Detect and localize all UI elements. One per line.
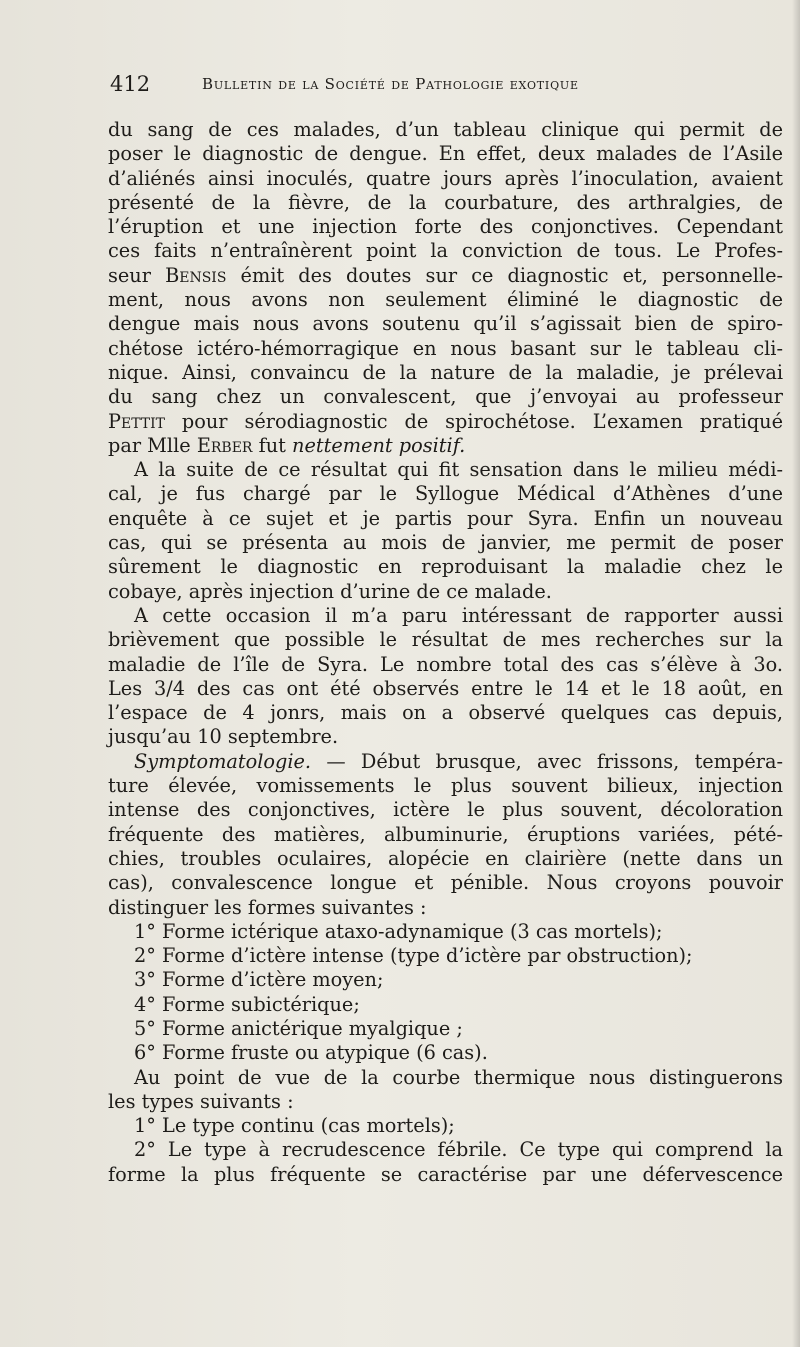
section-heading: Symptomatologie.: [134, 749, 312, 773]
text-line: ture élevée, vomissements le plus souvent bilieux, injection: [108, 774, 783, 798]
text-line: Au point de vue de la courbe thermique nous distinguerons: [134, 1065, 783, 1089]
text-line: jusqu’au 10 septembre.: [108, 725, 339, 749]
page-number: 412: [110, 72, 151, 96]
list-item: 3° Forme d’ictère moyen;: [134, 968, 384, 992]
text-line: ces faits n’entraînèrent point la conviction de tous. Le Profes-: [108, 239, 783, 263]
text-run: par Mlle: [108, 433, 197, 457]
text-line: distinguer les formes suivantes :: [108, 895, 427, 919]
author-name-erber: Erber: [196, 433, 253, 457]
text-line: maladie de l’île de Syra. Le nombre total des cas s’élève à 3o.: [108, 652, 783, 676]
author-name-pettit: Pettit: [108, 409, 165, 433]
text-line: présenté de la fièvre, de la courbature, des arthralgies, de: [108, 190, 783, 214]
text-run: fut: [252, 433, 293, 457]
text-line: l’espace de 4 jonrs, mais on a observé quelques cas depuis,: [108, 701, 783, 725]
text-line: intense des conjonctives, ictère le plus souvent, décoloration: [108, 798, 783, 822]
text-line: Les 3/4 des cas ont été observés entre le 14 et le 18 août, en: [108, 676, 783, 700]
list-item: 2° Le type à recrudescence fébrile. Ce type qui comprend la: [134, 1138, 783, 1162]
text-line: du sang chez un convalescent, que j’envoyai au professeur: [108, 385, 783, 409]
running-title: Bulletin de la Société de Pathologie exotique: [202, 75, 579, 93]
list-item: 4° Forme subictérique;: [134, 992, 360, 1016]
text-line: nique. Ainsi, convaincu de la nature de la maladie, je prélevai: [108, 360, 783, 384]
text-line: [108, 264, 783, 288]
text-run: — Début brusque, avec frissons, tempéra-: [311, 749, 783, 773]
text-line: sûrement le diagnostic en reproduisant la maladie chez le: [108, 555, 783, 579]
text-line: A cette occasion il m’a paru intéressant de rapporter aussi: [134, 603, 783, 627]
list-item: 1° Le type continu (cas mortels);: [134, 1114, 455, 1138]
text-line: l’éruption et une injection forte des conjonctives. Cependant: [108, 215, 783, 239]
list-item: 5° Forme anictérique myalgique ;: [134, 1016, 463, 1040]
text-run: pour sérodiagnostic de spirochétose. L’examen pratiqué: [165, 409, 783, 433]
text-line: cobaye, après injection d’urine de ce malade.: [108, 579, 552, 603]
text-line: [108, 434, 783, 458]
page-header: [110, 72, 685, 102]
text-run: seur: [108, 263, 166, 287]
text-line: chies, troubles oculaires, alopécie en clairière (nette dans un: [108, 846, 783, 870]
text-line: cas), convalescence longue et pénible. Nous croyons pouvoir: [108, 871, 783, 895]
text-line: brièvement que possible le résultat de mes recherches sur la: [108, 628, 783, 652]
text-line: du sang de ces malades, d’un tableau clinique qui permit de: [108, 118, 783, 141]
text-line: cas, qui se présenta au mois de janvier, me permit de poser: [108, 531, 783, 555]
list-item: 2° Forme d’ictère intense (type d’ictère par obstruction);: [134, 944, 693, 968]
text-line: d’aliénés ainsi inoculés, quatre jours après l’inoculation, avaient: [108, 166, 783, 190]
text-line: dengue mais nous avons soutenu qu’il s’agissait bien de spiro-: [108, 312, 783, 336]
text-line: poser le diagnostic de dengue. En effet, deux malades de l’Asile: [108, 142, 783, 166]
emphasis: nettement positif.: [292, 433, 466, 457]
text-line: A la suite de ce résultat qui fit sensation dans le milieu médi-: [134, 458, 783, 482]
text-run: émit des doutes sur ce diagnostic et, personnelle-: [226, 263, 783, 287]
text-line: cal, je fus chargé par le Syllogue Médical d’Athènes d’une: [108, 482, 783, 506]
text-line: ment, nous avons non seulement éliminé le diagnostic de: [108, 288, 783, 312]
text-line: chétose ictéro-hémorragique en nous basant sur le tableau cli-: [108, 336, 783, 360]
text-line: les types suivants :: [108, 1089, 294, 1113]
text-line: forme la plus fréquente se caractérise par une défervescence: [108, 1162, 783, 1186]
section-heading-line: [108, 750, 783, 774]
text-line: [108, 410, 783, 434]
author-name-bensis: Bensis: [165, 263, 227, 287]
list-item: 6° Forme fruste ou atypique (6 cas).: [134, 1041, 488, 1065]
text-line: fréquente des matières, albuminurie, éruptions variées, pété-: [108, 822, 783, 846]
list-item: 1° Forme ictérique ataxo-adynamique (3 cas mortels);: [134, 919, 663, 943]
text-line: enquête à ce sujet et je partis pour Syra. Enfin un nouveau: [108, 506, 783, 530]
body-text: [108, 118, 783, 1187]
